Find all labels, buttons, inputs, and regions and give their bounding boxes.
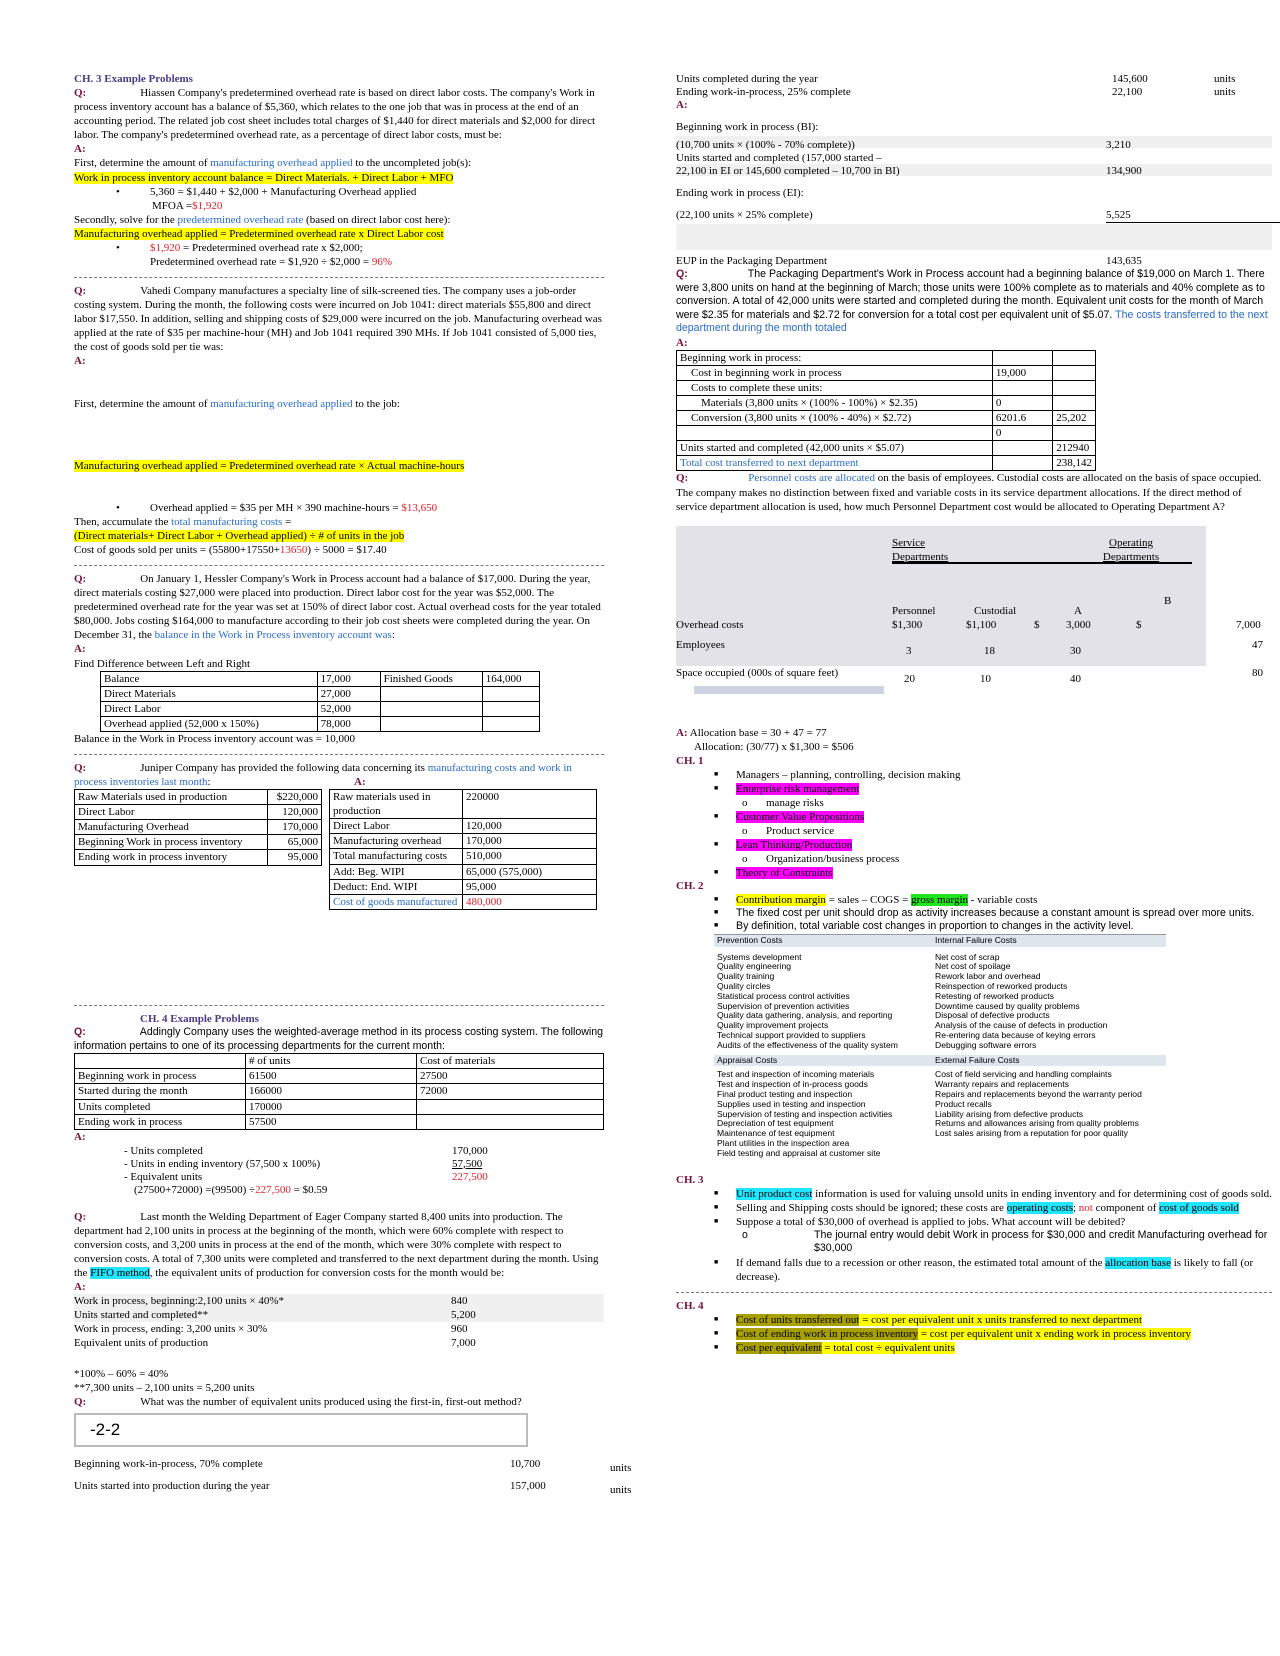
allocation-table [676,526,1272,726]
currency-sign: $ [1034,618,1040,631]
answer-label: A: [74,1130,86,1143]
overhead-a: 3,000 [1066,618,1091,631]
p5-answer: - Units completed 170,000 - Units in ending inventory (57,500 x 100%) 57,500 - Equivalent units 227,500 (27500+72000) =(99500) ÷227,500 = $0.59 [124,1144,488,1196]
col-custodial: Custodial [974,604,1017,617]
bwip-heading: Beginning work in process (BI): [676,121,819,133]
table-row: Raw materials used in production 220000 [330,790,597,819]
prevention-costs-list: Systems development Quality engineering Quality training Quality circles Statistical process control activities Supervision of prevention activities Quality data gathering, analysis, and reporting Quality improvement projects Technical support provided to suppliers Audits of the effectiveness of the quality system [717,951,898,1050]
ch1-item-4: ■ Lean Thinking/Production [676,838,1272,852]
r1-value: 145,600 [1112,73,1148,85]
answer-label: A: [354,776,366,789]
employees-label: Employees [676,638,725,651]
table-row: Raw Materials used in production $220,000 [75,790,322,805]
eup-row [676,254,1272,268]
currency-sign: $ [1136,618,1142,631]
ch4-label: CH. 4 [676,1300,704,1313]
overhead-custodial: $1,100 [966,618,997,631]
internal-failure-costs-heading: Internal Failure Costs [932,935,1166,947]
p2-then: Then, accumulate the total manufacturing costs = [74,515,292,528]
ch1-item-1: ■ Managers – planning, controlling, decision making [676,768,1272,782]
table-row: Conversion (3,800 units × (100% - 40%) × $2.72) 6201.6 25,202 [677,411,1096,426]
overhead-b: 7,000 [1236,618,1261,631]
employees-b: 47 [1252,638,1263,651]
problem-5-question: Q: Addingly Company uses the weighted-average method in its process costing system. The following information pertains to one of its processing departments for the current month: [74,1026,604,1052]
ch1-item-2-sub: o manage risks [676,796,1272,810]
problem-2-question: Q: Vahedi Company manufactures a specialty line of silk-screened ties. The company uses a job-order costing system. During the month, the following costs were incurred on Job 1041: direct materials $55,800 and direct labor $17,550. In addition, selling and shipping costs of $29,000 were incurred on the job. Manufacturing overhead was applied at the rate of $35 per machine-hour (MH) and Job 1041 required 390 MHs. If Job 1041 consisted of 5,000 ties, the cost of goods sold per tie was: [74,285,602,354]
service-departments-heading: Service Departments [892,536,949,563]
table-row: Ending work in process 57500 [75,1114,604,1129]
answer-label: A: [74,1281,86,1294]
p2-formula: Manufacturing overhead applied = Predetermined overhead rate × Actual machine-hours [74,459,465,472]
p7-r2-label: Units started into production during the year [74,1479,270,1492]
problem-6-question: Q: Last month the Welding Department of Eager Company started 8,400 units into production. The department had 2,100 units in process at the beginning of the month, which were 60% complete with respect to conversion costs, and 3,200 units in process at the end of the month, which were 30% complete with respect to conversion costs. A total of 7,300 units were completed and transferred to the next department during the month. Using the FIFO method, the equivalent units of production for conversion costs for the month would be: [74,1210,599,1280]
r2-value: 22,100 [1112,86,1143,98]
table-row: Costs to complete these units: [677,380,1096,395]
table-row: Ending work in process inventory 95,000 [75,850,322,865]
table-row: Deduct: End. WIPI 95,000 [330,879,597,894]
p5-a2-value: 57,500 [452,1157,483,1170]
divider [74,1005,604,1006]
p2-formula-2: (Direct materials+ Direct Labor + Overhead applied) ÷ # of units in the job [74,529,405,542]
appraisal-costs-heading: Appraisal Costs [714,1055,932,1067]
ch1-item-4-sub: o Organization/business process [676,852,1272,866]
table-row: Total cost transferred to next department 238,142 [677,456,1096,471]
answer-label: A: [74,355,86,368]
p1-mfoa: MFOA =$1,920 [152,199,223,212]
ch1-label: CH. 1 [676,754,704,767]
table-row: Materials (3,800 units × (100% - 100%) × $2.35) 0 [677,396,1096,411]
external-failure-costs-heading: External Failure Costs [932,1055,1166,1067]
p7-r1-value: 10,700 [510,1457,541,1470]
problem-4-question: Q: Juniper Company has provided the following data concerning its manufacturing costs and work in process inventories last month: [74,761,572,789]
p7-r2-unit: units [610,1483,632,1496]
ewip-heading: Ending work in process (EI): [676,187,804,199]
p3-t-account [100,671,540,732]
table-row: # of units Cost of materials [75,1054,604,1069]
p5-a3-label: Equivalent units [130,1170,203,1183]
usc-label-2: 22,100 in EI or 145,600 completed – 10,700 in BI) [676,165,900,177]
space-custodial: 10 [980,672,991,685]
space-a: 40 [1070,672,1081,685]
ch3-item-1: ■ Unit product cost information is used for valuing unsold units in ending inventory and for determining cost of goods sold. [676,1187,1272,1201]
divider [74,565,604,566]
divider [74,754,604,755]
p2-first-step: First, determine the amount of manufacturing overhead applied to the job: [74,397,400,410]
table-row: 0 [677,426,1096,441]
p5-a2-label: Units in ending inventory (57,500 x 100%) [130,1157,321,1170]
divider [74,277,604,278]
answer-label: A: [74,143,86,156]
p1-first-step: First, determine the amount of manufacturing overhead applied to the uncompleted job(s): [74,157,472,170]
p1-calc-1: • 5,360 = $1,440 + $2,000 + Manufacturing Overhead applied [74,185,604,199]
ch4-item-2: ■ Cost of ending work in process inventory = cost per equivalent unit x ending work in process inventory [676,1327,1272,1341]
ch1-item-2: ■ Enterprise risk management [676,782,1272,796]
p1-second-step: Secondly, solve for the predetermined overhead rate (based on direct labor cost here): [74,213,451,226]
table-row: Units started and completed (42,000 units × $5.07) 212940 [677,441,1096,456]
space-label: Space occupied (000s of square feet) [676,666,839,679]
left-column [74,72,632,1505]
table-row: Total manufacturing costs 510,000 [330,849,597,864]
answer-label: A: [676,99,688,111]
p5-a4: (27500+72000) =(99500) ÷227,500 = $0.59 [134,1183,328,1196]
p2-calc: • Overhead applied = $35 per MH × 390 machine-hours = $13,650 [74,501,604,515]
p6-table [74,1294,604,1350]
table-row: Work in process, ending: 3,200 units × 30% 960 [74,1323,468,1336]
prevention-costs-heading: Prevention Costs [714,935,932,947]
right-column [676,72,1272,1355]
p6-note-2: **7,300 units – 2,100 units = 5,200 units [74,1381,255,1394]
packaging-table [676,350,1096,472]
ch2-item-3: ■ By definition, total variable cost changes in proportion to changes in the activity level. [676,920,1272,934]
appraisal-costs-list: Test and inspection of incoming materials Test and inspection of in-process goods Final product testing and inspection Supplies used in testing and inspection Supervision of testing and inspection activities Depreciation of test equipment Maintenance of test equipment Plant utilities in the inspection area Field testing and appraisal at customer site [717,1069,893,1158]
usc-value: 134,900 [1106,165,1142,177]
space-b: 80 [1252,666,1263,679]
table-row: Units completed 170000 [75,1099,604,1114]
table-row: Direct Labor 52,000 [101,701,540,716]
table-row: Cost in beginning work in process 19,000 [677,365,1096,380]
table-row: Beginning work in process 61500 27500 [75,1069,604,1084]
problem-1-question: Q: Hiassen Company's predetermined overhead rate is based on direct labor costs. The company's Work in process inventory account has a balance of $5,360, which relates to the one job that was in process at the end of an accounting period. The related job cost sheet includes total charges of $1,440 for direct materials and $2,000 for direct labor. The company's predetermined overhead rate, as a percentage of direct labor costs, must be: [74,87,596,142]
ewip-label: (22,100 units × 25% complete) [676,209,813,221]
employees-a: 30 [1070,644,1081,657]
table-row: Started during the month 166000 72000 [75,1084,604,1099]
p7-box: -2-2 [74,1413,528,1447]
ch2-item-1: ■ Contribution margin = sales – COGS = gross margin - variable costs [676,893,1272,907]
p7-r1-unit: units [610,1461,632,1474]
p5-a1-value: 170,000 [452,1144,488,1157]
table-row: Work in process, beginning:2,100 units × 40%* 840 [74,1294,604,1308]
p1-calc-2: • $1,920 = Predetermined overhead rate x $2,000; [74,241,604,255]
usc-label-1: Units started and completed (157,000 started – [676,152,882,164]
table-row: Balance 17,000 Finished Goods 164,000 [101,671,540,686]
eup-label: EUP in the Packaging Department [676,255,828,267]
ch2-label: CH. 2 [676,879,704,892]
p1-formula-1: Work in process inventory account balance = Direct Materials. + Direct Labor + MFO [74,171,454,184]
r2-unit: units [1214,86,1236,98]
eup-value: 143,635 [1106,255,1142,267]
allocation-answer: A: Allocation base = 30 + 47 = 77 [676,726,827,739]
quality-costs-table [714,934,1166,1163]
r2-label: Ending work-in-process, 25% complete [676,86,851,98]
external-failure-costs-list: Cost of field servicing and handling complaints Warranty repairs and replacements Repairs and replacements beyond the warranty period Product recalls Liability arising from defective products Returns and allowances arising from quality problems Lost sales arising from a reputation for poor quality [935,1069,1142,1139]
table-row: Beginning Work in process inventory 65,000 [75,835,322,850]
p4-data-table [74,789,322,865]
table-row: Cost of goods manufactured 480,000 [330,894,597,909]
row-shade [676,224,1272,250]
table-row: Equivalent units of production 7,000 [74,1337,476,1350]
p2-cogs: Cost of goods sold per units = (55800+17550+13650) ÷ 5000 = $17.40 [74,543,387,556]
r1-label: Units completed during the year [676,73,818,85]
p4-answer-table [329,789,597,910]
ch3-item-3-sub: o The journal entry would debit Work in process for $30,000 and credit Manufacturing overhead for $30,000 [676,1229,1272,1256]
table-row: Add: Beg. WIPI 65,000 (575,000) [330,864,597,879]
divider [676,1292,1272,1293]
p1-calc-3: Predetermined overhead rate = $1,920 ÷ $2,000 = 96% [150,256,393,269]
ch3-label: CH. 3 [676,1173,704,1186]
allocation-calc: Allocation: (30/77) x $1,300 = $506 [694,740,854,753]
table-row: Beginning work in process: [677,350,1096,365]
internal-failure-costs-list: Net cost of scrap Net cost of spoilage Rework labor and overhead Reinspection of reworked products Retesting of reworked products Downtime caused by quality problems Disposal of defective products Analysis of the cause of defects in production Re-entering data because of keying errors Debugging software errors [935,951,1108,1050]
operating-departments-heading: Operating Departments [1102,536,1160,563]
answer-label: A: [676,336,688,349]
problem-3-question: Q: On January 1, Hessler Company's Work in Process account had a balance of $17,000. During the year, direct materials costing $27,000 were placed into production. Direct labor cost for the year was $52,000. The predetermined overhead rate for the year was set at 150% of direct labor cost. Actual overhead costs for the year totaled $80,000. Jobs costing $164,000 to manufacture according to their job cost sheets were completed during the year. On December 31, the balance in the Work in Process inventory account was: [74,573,601,642]
problem-7-question: Q: What was the number of equivalent units produced using the first-in, first-out method? [74,1395,522,1408]
p5-a1-label: Units completed [130,1144,203,1157]
fifo-block [676,72,1272,254]
ch3-item-2: ■ Selling and Shipping costs should be ignored; these costs are operating costs; not component of cost of goods sold [676,1201,1272,1215]
ewip-value: 5,525 [1106,208,1280,223]
ch3-title: CH. 3 Example Problems [74,73,193,85]
table-row: Overhead applied (52,000 x 150%) 78,000 [101,716,540,731]
packaging-question: Q: The Packaging Department's Work in Process account had a beginning balance of $19,000 on March 1. There were 3,800 units on hand at the beginning of March; those units were 100% complete as to materials and 40% complete as to conversion. A total of 42,000 units were started and completed during the month. Equivalent unit costs for the month of March were $2.35 for materials and $2.72 for conversion for a total cost per equivalent unit of $5.07. The costs transferred to the next department during the month totaled [676,268,1268,335]
ch3-item-3: ■ Suppose a total of $30,000 of overhead is applied to jobs. What account will be debited? [676,1215,1272,1229]
p3-find: Find Difference between Left and Right [74,657,251,670]
header-rule [892,562,1192,564]
p3-result: Balance in the Work in Process inventory account was = 10,000 [74,732,355,745]
table-row: Direct Labor 120,000 [330,819,597,834]
table-row: Units started and completed** 5,200 [74,1308,604,1322]
overhead-label: Overhead costs [676,618,744,631]
p5-table [74,1053,604,1129]
r1-unit: units [1214,73,1236,85]
bwip-value: 3,210 [1106,139,1131,151]
table-row: Manufacturing Overhead 170,000 [75,820,322,835]
personnel-question: Q: Personnel costs are allocated on the basis of employees. Custodial costs are allocated on the basis of space occupied. The company makes no distinction between fixed and variable costs in its service department allocations. If the direct method of service department allocation is used, how much Personnel Department cost would be allocated to Operating Department A? [676,472,1262,513]
answer-label: A: [74,643,86,656]
space-personnel: 20 [904,672,915,685]
p6-note-1: *100% – 60% = 40% [74,1367,169,1380]
ch2-item-2: ■ The fixed cost per unit should drop as activity increases because a constant amount is spread over more units. [676,907,1272,921]
col-b: B [1164,594,1172,607]
p7-r1-label: Beginning work-in-process, 70% complete [74,1457,263,1470]
bwip-label: (10,700 units × (100% - 70% complete)) [676,139,855,151]
employees-personnel: 3 [906,644,912,657]
table-row: Manufacturing overhead 170,000 [330,834,597,849]
ch3-item-4: ■ If demand falls due to a recession or other reason, the estimated total amount of the allocation base is likely to fall (or decrease). [676,1256,1272,1284]
ch4-item-1: ■ Cost of units transferred out = cost per equivalent unit x units transferred to next department [676,1313,1272,1327]
p4-area [74,776,604,965]
p7-r2-value: 157,000 [510,1479,546,1492]
p7-rows [74,1453,632,1505]
p5-a3-value: 227,500 [452,1170,488,1183]
overhead-personnel: $1,300 [892,618,923,631]
col-a: A [1074,604,1082,617]
ch1-item-3: ■ Customer Value Propositions [676,810,1272,824]
ch4-title: CH. 4 Example Problems [140,1013,259,1026]
ch1-item-3-sub: o Product service [676,824,1272,838]
table-row: Direct Labor 120,000 [75,805,322,820]
ch4-item-3: ■ Cost per equivalent = total cost ÷ equivalent units [676,1341,1272,1355]
table-row: Direct Materials 27,000 [101,686,540,701]
p1-formula-2: Manufacturing overhead applied = Predetermined overhead rate x Direct Labor cost [74,227,444,240]
col-personnel: Personnel [892,604,936,617]
scroll-bar [694,686,884,694]
employees-custodial: 18 [984,644,995,657]
ch1-item-5: ■ Theory of Constraints [676,866,1272,880]
